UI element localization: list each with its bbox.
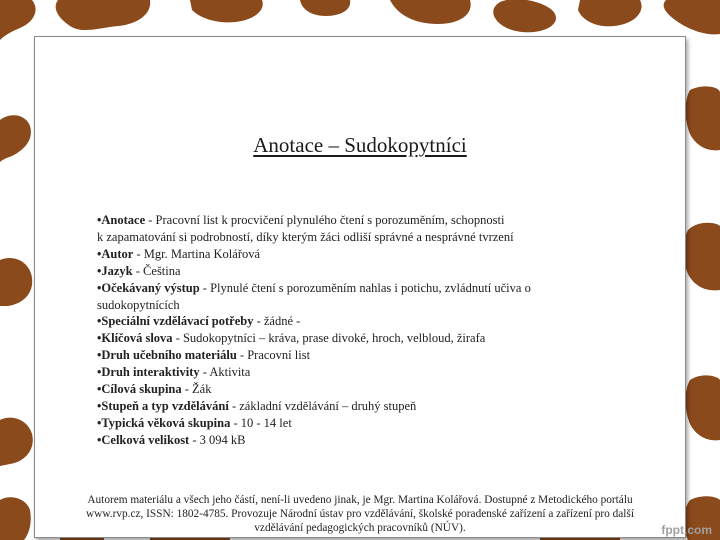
annotation-line bbox=[97, 381, 617, 398]
annotation-line bbox=[97, 347, 617, 364]
annotation-text: - žádné - bbox=[253, 314, 301, 329]
annotation-text: k zapamatování si podrobností, díky kterým žáci odliší správné a nesprávné tvrzení bbox=[97, 229, 514, 244]
page-title: Anotace – Sudokopytníci bbox=[253, 133, 467, 157]
annotation-label: •Speciální vzdělávací potřeby bbox=[97, 314, 254, 329]
annotation-label: •Cílová skupina bbox=[97, 382, 182, 397]
annotation-line bbox=[97, 398, 617, 415]
brand-watermark: fppt.com bbox=[661, 523, 712, 537]
annotation-text: - Čeština bbox=[132, 263, 181, 278]
annotation-line bbox=[97, 246, 617, 263]
annotation-text: - Pracovní list bbox=[236, 348, 311, 363]
annotation-line bbox=[97, 330, 617, 347]
annotation-label: •Anotace bbox=[97, 213, 146, 227]
annotation-label: •Jazyk bbox=[97, 263, 133, 278]
annotation-line bbox=[97, 297, 617, 314]
annotation-text: - Aktivita bbox=[199, 365, 251, 380]
annotation-text: - Mgr. Martina Kolářová bbox=[133, 246, 261, 261]
slide-card bbox=[34, 36, 686, 538]
annotation-label: •Stupeň a typ vzdělávání bbox=[97, 398, 229, 413]
annotation-text: sudokopytnících bbox=[97, 297, 180, 312]
annotation-line bbox=[97, 313, 617, 330]
annotation-label: •Autor bbox=[97, 246, 134, 261]
annotation-text: - 10 - 14 let bbox=[230, 415, 292, 430]
annotation-label: •Druh interaktivity bbox=[97, 365, 200, 380]
annotation-line bbox=[97, 364, 617, 381]
annotation-text: - Žák bbox=[181, 382, 212, 397]
footer-line-2: www.rvp.cz, ISSN: 1802-4785. Provozuje Národní ústav pro vzdělávání, školské poradenské zařízení a zařízení pro další bbox=[86, 508, 634, 520]
annotation-text: - Sudokopytníci – kráva, prase divoké, hroch, velbloud, žirafa bbox=[172, 331, 486, 346]
annotation-text: - základní vzdělávání – druhý stupeň bbox=[228, 398, 417, 413]
annotation-label: •Klíčová slova bbox=[97, 331, 173, 346]
annotation-line bbox=[97, 212, 617, 229]
annotation-label: •Typická věková skupina bbox=[97, 415, 231, 430]
annotation-text: - Pracovní list k procvičení plynulého čtení s porozuměním, schopnosti bbox=[145, 213, 505, 227]
annotation-line bbox=[97, 280, 617, 297]
annotation-label: •Celková velikost bbox=[97, 432, 190, 447]
annotation-line bbox=[97, 415, 617, 432]
annotation-text: - 3 094 kB bbox=[189, 432, 246, 447]
annotation-line bbox=[97, 229, 617, 246]
footer-line-1: Autorem materiálu a všech jeho částí, není-li uvedeno jinak, je Mgr. Martina Kolářová. Dostupné z Metodického portálu bbox=[87, 494, 633, 506]
annotation-label: •Očekávaný výstup bbox=[97, 280, 200, 295]
annotation-list bbox=[97, 212, 617, 449]
annotation-text: - Plynulé čtení s porozuměním nahlas i potichu, zvládnutí učiva o bbox=[199, 280, 531, 295]
annotation-line bbox=[97, 432, 617, 449]
annotation-label: •Druh učebního materiálu bbox=[97, 348, 237, 363]
footer-credits bbox=[35, 493, 685, 535]
footer-line-3: vzdělávání pedagogických pracovníků (NÚV). bbox=[254, 522, 466, 534]
annotation-line bbox=[97, 263, 617, 280]
